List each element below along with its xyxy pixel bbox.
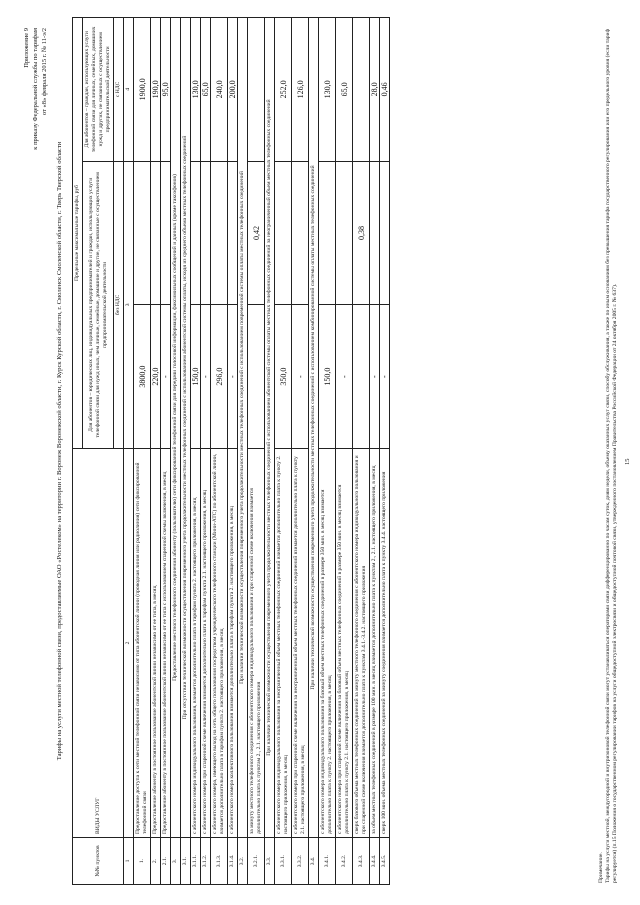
table-row bbox=[292, 18, 309, 885]
row-number: 3.2. bbox=[238, 838, 248, 885]
table-row bbox=[319, 18, 336, 885]
section-heading: При наличии технической возможности осуществления повременного учета продолжительности местных телефонных соединений с использованием комбинированной системы оплаты местных телефонных соединений bbox=[309, 18, 319, 838]
row-number: 3.3.2. bbox=[292, 838, 309, 885]
table-row bbox=[336, 18, 353, 885]
tariff-legal: 150,0 bbox=[191, 305, 201, 449]
table-section-row bbox=[171, 18, 181, 885]
table-row bbox=[228, 18, 238, 885]
row-service: с абонентского номера коллективного пользования взимается дополнительно плата в тарифам пункта 2. настоящего приложения, в месяц bbox=[228, 449, 238, 838]
row-service: с абонентского номера, имеющего выход на сеть общего пользования посредством учрежденческого телефонного станции (Мини-АТС) по абонентской линии, взимается дополнительно плата в тарифам пункта 2. настоящего приложения, в месяц bbox=[211, 449, 228, 838]
tariff-citizens: 240,0 bbox=[211, 18, 228, 162]
tariff-citizens: 130,0 bbox=[319, 18, 336, 162]
tariff-legal bbox=[353, 305, 370, 449]
row-service: с абонентского номера при спаренной схеме включения за неограниченный объем местных телефонных соединений взимается дополнительно плата к пункту 2.1. настоящего приложения, в месяц bbox=[292, 449, 309, 838]
table-row bbox=[211, 18, 228, 885]
tariff-table bbox=[72, 17, 390, 885]
tariff-legal: 220,0 bbox=[151, 305, 161, 449]
row-number: 3.4.5. bbox=[380, 838, 390, 885]
tariff-legal: - bbox=[292, 305, 309, 449]
tariff-per-minute bbox=[292, 161, 309, 305]
table-section-row bbox=[238, 18, 248, 885]
tariff-citizens: 65,0 bbox=[201, 18, 211, 162]
tariff-per-minute bbox=[201, 161, 211, 305]
row-number: 3.4.1. bbox=[319, 838, 336, 885]
note-block bbox=[598, 23, 619, 883]
tariff-citizens: 190,0 bbox=[151, 18, 161, 162]
tariff-citizens bbox=[353, 18, 370, 162]
tariff-citizens: 0,46 bbox=[380, 18, 390, 162]
row-service: с абонентского номера индивидуального пользования за неограниченный объем местных телефонных соединений взимается дополнительно плата к пункту 2. настоящего приложения, в месяц bbox=[275, 449, 292, 838]
tariff-legal: - bbox=[201, 305, 211, 449]
col-header-legal: Для абонентов – юридических лиц, индивидуальных предпринимателей и граждан, использующих услуги телефонной связи для нужд иных, чем личные, семейные, домашние и другие, не связанные с осуществлением предпринимательской деятельности bbox=[83, 161, 114, 448]
tariff-per-minute bbox=[380, 161, 390, 305]
table-row bbox=[380, 18, 390, 885]
row-number: 3.4.2. bbox=[336, 838, 353, 885]
table-row bbox=[275, 18, 292, 885]
page-number: 15 bbox=[624, 458, 631, 465]
row-number: 3. bbox=[171, 838, 181, 885]
row-number: 3.1.2. bbox=[201, 838, 211, 885]
row-number: 3.1.4. bbox=[228, 838, 238, 885]
appendix-header bbox=[22, 28, 49, 150]
tariff-citizens: 65,0 bbox=[336, 18, 353, 162]
row-service: с абонентского номера индивидуального пользования за базовый объем местных телефонных соединений в размере 350 мин. в месяц взимается дополнительно плата к пункту 2. настоящего приложения, в месяц bbox=[319, 449, 336, 838]
col-header-service: ВИДЫ УСЛУГ bbox=[73, 449, 124, 838]
document-title: Тарифы на услуги местной телефонной связи, предоставляемые ОАО «Ростелеком» на территории г. Воронеж Воронежской области, г. Курск Курской области, г. Смоленск Смоленской области, г. Тверь Тверской области bbox=[56, 141, 63, 761]
row-number: 3.4.3. bbox=[353, 838, 370, 885]
tariff-per-minute: 0,42 bbox=[248, 161, 265, 305]
note-title: Примечание. bbox=[598, 852, 604, 883]
tariff-legal: 150,0 bbox=[319, 305, 336, 449]
tariff-citizens: 28,0 bbox=[370, 18, 380, 162]
tariff-legal: 296,0 bbox=[211, 305, 228, 449]
table-row bbox=[353, 18, 370, 885]
tariff-per-minute bbox=[319, 161, 336, 305]
tariff-legal: - bbox=[336, 305, 353, 449]
tariff-citizens: 126,0 bbox=[292, 18, 309, 162]
tariff-legal: - bbox=[380, 305, 390, 449]
tariff-per-minute bbox=[134, 161, 151, 305]
row-service: с абонентского номера при спаренной схеме включения за базовый объем местных телефонных соединений в размере 350 мин. в месяц взимается дополнительно плата к пункту 2.1. настоящего приложения, в месяц bbox=[336, 449, 353, 838]
row-service: с абонентского номера индивидуального пользования, взимается дополнительно плата в тарифам пункта 2. настоящего приложения, в месяц bbox=[191, 449, 201, 838]
section-heading: При отсутствии технической возможности осуществления повременного учета продолжительности местных телефонных соединений с использованием абонентской системы оплаты, исходя из среднего объема местных телефонных соединений bbox=[181, 18, 191, 838]
row-service: Предоставление доступа к сети местной телефонной связи независимо от типа абонентской линии (проводная линия или радиолиния) сети фиксированной телефонной связи bbox=[134, 449, 151, 838]
tariff-per-minute bbox=[370, 161, 380, 305]
row-service: с абонентского номера при спаренной схеме включения взимается дополнительно плата к тарифам пункта 2.1. настоящего приложения, в месяц bbox=[201, 449, 211, 838]
row-service: Предоставление абоненту в постоянное пользование абонентской линии независимо от ее типа, в месяц bbox=[151, 449, 161, 838]
section-heading: При наличии технической возможности осуществления повременного учета продолжительности местных телефонных соединений с использованием повременной системы оплаты местных телефонных соединений bbox=[238, 18, 248, 838]
table-section-row bbox=[181, 18, 191, 885]
table-row bbox=[370, 18, 380, 885]
tariff-legal bbox=[248, 305, 265, 449]
col-header-citizens: Для абонентов – граждан, использующих услуги телефонной связи для личных, семейных, домашних нужд и других, не связанных с осуществлением предпринимательской деятельности bbox=[83, 18, 114, 162]
col-index-1: 1 bbox=[124, 838, 134, 885]
row-service: за объем местных телефонных соединений в размере 100 мин. в месяц взимается дополнительно плата к пунктам 2., 2.1. настоящего приложения, в месяц bbox=[370, 449, 380, 838]
col-index-2: 2 bbox=[124, 449, 134, 838]
col-index-3: 3 bbox=[124, 161, 134, 448]
tariff-per-minute bbox=[336, 161, 353, 305]
table-section-row bbox=[265, 18, 275, 885]
col-subheader-no-vat: без НДС bbox=[114, 161, 124, 448]
row-number: 3.4. bbox=[309, 838, 319, 885]
row-service: сверх 100 мин. объема местных телефонных соединений за минуту соединения взимается дополнительно плата к пункту 3.4.4. настоящего приложения bbox=[380, 449, 390, 838]
tariff-legal: - bbox=[370, 305, 380, 449]
row-service: за минуту местного телефонного соединения с абонентского номера индивидуального пользования и при спаренной схеме включения взимается дополнительно плата к пунктам 2., 2.1. настоящего приложения bbox=[248, 449, 265, 838]
tariff-citizens bbox=[248, 18, 265, 162]
row-number: 3.3. bbox=[265, 838, 275, 885]
table-row bbox=[248, 18, 265, 885]
table-row bbox=[134, 18, 151, 885]
row-number: 3.4.4. bbox=[370, 838, 380, 885]
tariff-per-minute: 0,38 bbox=[353, 161, 370, 305]
tariff-citizens: 200,0 bbox=[228, 18, 238, 162]
note-text: Тарифы на услуги местной, междугородной и внутризоновой телефонной связи могут устанавливаться операторами связи дифференцированно по часам суток, дням недели, объему оказанных услуг связи, способу обслуживания, а также по иным основаниям без превышения тарифа государственного регулирования или его предельного уровня (если тариф регулируется) (п.15 Положения о государственном регулировании тарифов на услуги общедоступной электросвязи и общедоступной почтовой связи, утвержденного постановлением Правительства Российской Федерации от 24 октября 2005 г. № 637). bbox=[605, 28, 618, 883]
tariff-table-body bbox=[134, 18, 390, 885]
col-header-limit: Предельные максимальные тарифы, руб bbox=[73, 18, 83, 449]
tariff-citizens: 252,0 bbox=[275, 18, 292, 162]
tariff-legal: - bbox=[228, 305, 238, 449]
tariff-per-minute bbox=[228, 161, 238, 305]
row-number: 1. bbox=[134, 838, 151, 885]
col-index-4: 4 bbox=[124, 18, 134, 162]
row-number: 2.1. bbox=[161, 838, 171, 885]
tariff-citizens: 1900,0 bbox=[134, 18, 151, 162]
row-number: 2. bbox=[151, 838, 161, 885]
tariff-per-minute bbox=[211, 161, 228, 305]
table-section-row bbox=[309, 18, 319, 885]
tariff-citizens: 95,0 bbox=[161, 18, 171, 162]
row-number: 3.3.1. bbox=[275, 838, 292, 885]
row-number: 3.2.1. bbox=[248, 838, 265, 885]
row-service: сверх базового объема местных телефонных соединений за минуту местного телефонного соединения с абонентского номера индивидуального пользования и при спаренной схеме включения взимается дополнительно плата к пунктам 3.4.1.-3.4.2. настоящего приложения bbox=[353, 449, 370, 838]
tariff-per-minute bbox=[151, 161, 161, 305]
tariff-legal: 350,0 bbox=[275, 305, 292, 449]
tariff-per-minute bbox=[275, 161, 292, 305]
table-row bbox=[191, 18, 201, 885]
table-row bbox=[151, 18, 161, 885]
tariff-legal: 3800,0 bbox=[134, 305, 151, 449]
table-row bbox=[161, 18, 171, 885]
appendix-number: Приложение 9 bbox=[23, 28, 30, 68]
tariff-legal: - bbox=[161, 305, 171, 449]
tariff-per-minute bbox=[161, 161, 171, 305]
row-number: 3.1. bbox=[181, 838, 191, 885]
tariff-citizens: 130,0 bbox=[191, 18, 201, 162]
row-number: 3.1.1. bbox=[191, 838, 201, 885]
row-service: Предоставление абоненту в постоянное пользование абонентской линии независимо от ее типа с использованием спаренной схемы включения, в месяц bbox=[161, 449, 171, 838]
row-number: 3.1.3. bbox=[211, 838, 228, 885]
tariff-per-minute bbox=[191, 161, 201, 305]
col-header-number: №№ пунктов bbox=[73, 838, 124, 885]
appendix-order-date: от «8» февраля 2015 г. № 11-э/2 bbox=[41, 28, 48, 116]
section-heading: При наличии технической возможности осуществления повременного учета продолжительности местных телефонных соединений с использованием абонентской системы оплаты местных телефонных соединений за неограниченный объем местных телефонных соединений bbox=[265, 18, 275, 838]
section-heading: Предоставление местного телефонного соединения абоненту (пользователю) сети фиксированной телефонной связи для передачи голосовой информации, факсимильных сообщений и данных (кроме таксофонов) bbox=[171, 18, 181, 838]
table-row bbox=[201, 18, 211, 885]
col-subheader-with-vat: с НДС bbox=[114, 18, 124, 162]
appendix-order-ref: к приказу Федеральной службы по тарифам bbox=[32, 28, 39, 150]
